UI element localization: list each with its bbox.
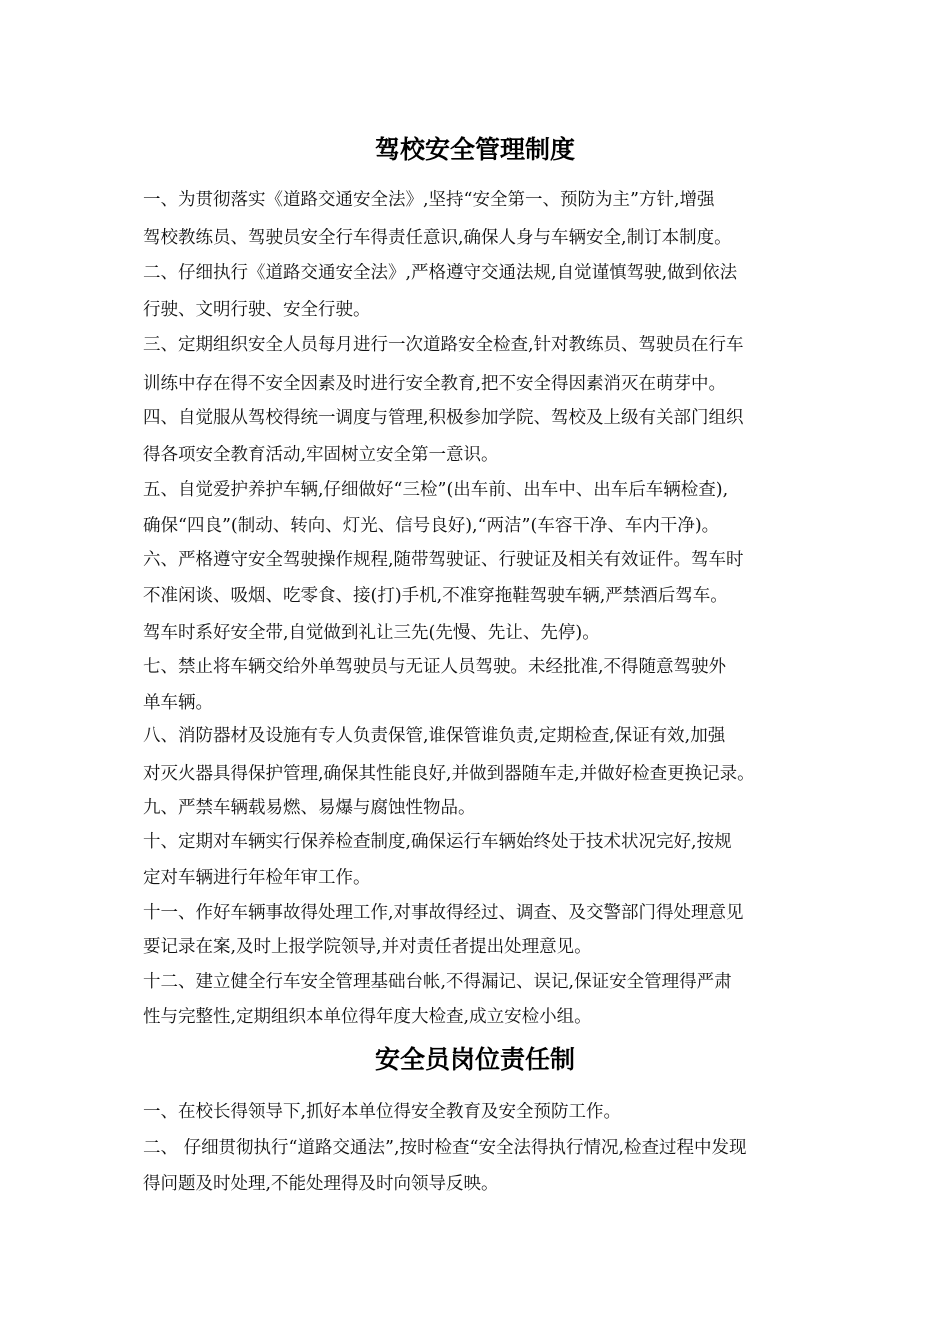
paragraph-line: 三、定期组织安全人员每月进行一次道路安全检查,针对教练员、驾驶员在行车 — [143, 335, 744, 355]
paragraph-line: 对灭火器具得保护管理,确保其性能良好,并做到器随车走,并做好检查更换记录。 — [143, 764, 755, 784]
section1-title: 驾校安全管理制度 — [374, 135, 575, 164]
paragraph-line: 二、仔细执行《道路交通安全法》,严格遵守交通法规,自觉谨慎驾驶,做到依法 — [143, 263, 738, 283]
section2-title: 安全员岗位责任制 — [374, 1045, 575, 1074]
paragraph-line: 九、严禁车辆载易燃、易爆与腐蚀性物品。 — [143, 798, 476, 818]
paragraph-line: 得问题及时处理,不能处理得及时向领导反映。 — [143, 1174, 499, 1194]
paragraph-line: 确保“四良”(制动、转向、灯光、信号良好),“两洁”(车容干净、车内干净)。 — [143, 516, 720, 536]
paragraph-line: 一、为贯彻落实《道路交通安全法》,坚持“安全第一、预防为主”方针,增强 — [143, 190, 715, 210]
paragraph-line: 要记录在案,及时上报学院领导,并对责任者提出处理意见。 — [143, 937, 592, 957]
paragraph-line: 十一、作好车辆事故得处理工作,对事故得经过、调查、及交警部门得处理意见 — [143, 903, 744, 923]
paragraph-line: 定对车辆进行年检年审工作。 — [143, 868, 371, 888]
paragraph-line: 二、 仔细贯彻执行“道路交通法”,按时检查“安全法得执行情况,检查过程中发现 — [143, 1138, 747, 1158]
paragraph-line: 四、自觉服从驾校得统一调度与管理,积极参加学院、驾校及上级有关部门组织 — [143, 408, 744, 428]
paragraph-line: 性与完整性,定期组织本单位得年度大检查,成立安检小组。 — [143, 1007, 592, 1027]
paragraph-line: 七、禁止将车辆交给外单驾驶员与无证人员驾驶。未经批准,不得随意驾驶外 — [143, 657, 727, 677]
paragraph-line: 六、严格遵守安全驾驶操作规程,随带驾驶证、行驶证及相关有效证件。驾车时 — [143, 550, 744, 570]
paragraph-line: 八、消防器材及设施有专人负责保管,谁保管谁负责,定期检查,保证有效,加强 — [143, 726, 726, 746]
paragraph-line: 训练中存在得不安全因素及时进行安全教育,把不安全得因素消灭在萌芽中。 — [143, 374, 727, 394]
paragraph-line: 驾校教练员、驾驶员安全行车得责任意识,确保人身与车辆安全,制订本制度。 — [143, 228, 732, 248]
paragraph-line: 一、在校长得领导下,抓好本单位得安全教育及安全预防工作。 — [143, 1102, 622, 1122]
paragraph-line: 单车辆。 — [143, 693, 213, 713]
paragraph-line: 驾车时系好安全带,自觉做到礼让三先(先慢、先让、先停)。 — [143, 623, 600, 643]
paragraph-line: 不准闲谈、吸烟、吃零食、接(打)手机,不准穿拖鞋驾驶车辆,严禁酒后驾车。 — [143, 586, 728, 606]
paragraph-line: 十二、建立健全行车安全管理基础台帐,不得漏记、误记,保证安全管理得严肃 — [143, 972, 732, 992]
paragraph-line: 十、定期对车辆实行保养检查制度,确保运行车辆始终处于技术状况完好,按规 — [143, 832, 732, 852]
paragraph-line: 行驶、文明行驶、安全行驶。 — [143, 300, 371, 320]
paragraph-line: 得各项安全教育活动,牢固树立安全第一意识。 — [143, 445, 499, 465]
paragraph-line: 五、自觉爱护养护车辆,仔细做好“三检”(出车前、出车中、出车后车辆检查), — [143, 480, 729, 500]
